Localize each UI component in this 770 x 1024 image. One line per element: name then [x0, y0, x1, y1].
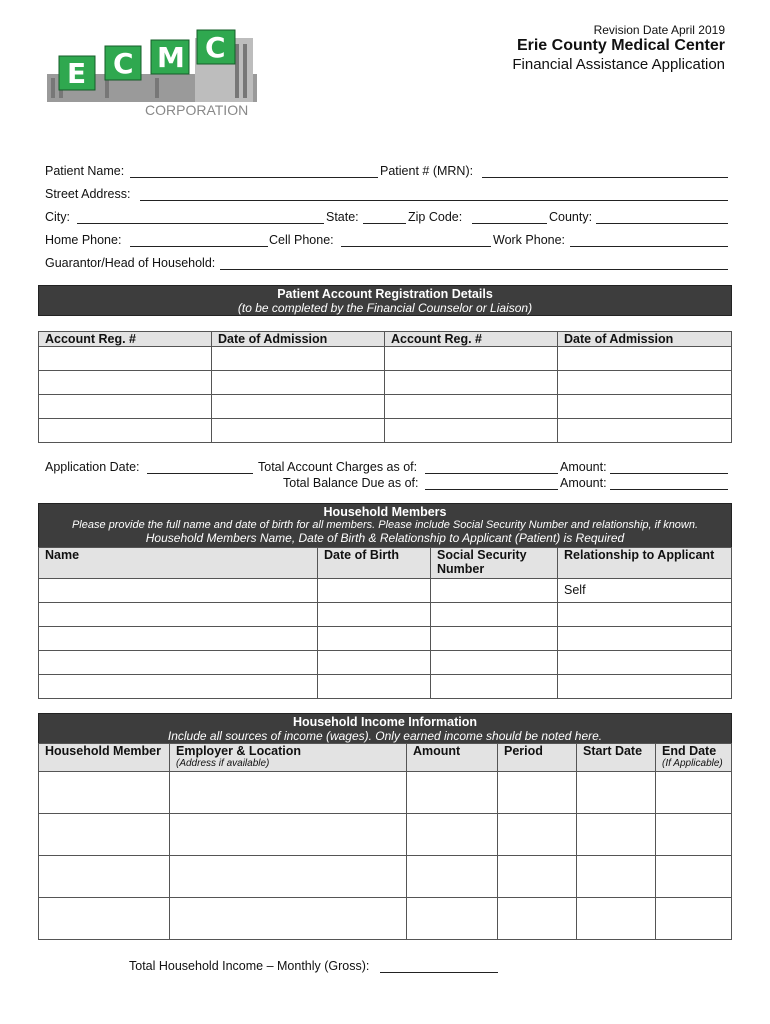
total-balance-label: Total Balance Due as of:	[283, 476, 419, 490]
end-date-subnote: (If Applicable)	[662, 758, 723, 769]
col-date-admission-1: Date of Admission	[212, 332, 385, 347]
city-field[interactable]	[77, 223, 324, 224]
relationship-self[interactable]: Self	[558, 579, 732, 603]
table-row	[39, 898, 732, 940]
household-table	[38, 547, 732, 699]
total-income-field[interactable]	[380, 972, 498, 973]
amount1-label: Amount:	[560, 460, 607, 474]
col-relationship: Relationship to Applicant	[558, 548, 732, 579]
logo-letter-c: C	[113, 47, 134, 80]
table-row	[39, 603, 732, 627]
mrn-label: Patient # (MRN):	[380, 164, 474, 178]
table-row	[39, 371, 732, 395]
registration-title: Patient Account Registration Details	[277, 287, 493, 301]
total-charges-label: Total Account Charges as of:	[258, 460, 418, 474]
cell-phone-field[interactable]	[341, 246, 491, 247]
work-phone-label: Work Phone:	[493, 233, 566, 247]
row-guarantor	[45, 254, 728, 272]
table-row	[39, 627, 732, 651]
state-field[interactable]	[363, 223, 406, 224]
table-row	[39, 814, 732, 856]
total-balance-field[interactable]	[425, 489, 558, 490]
col-date-admission-2: Date of Admission	[558, 332, 732, 347]
income-title: Household Income Information	[292, 715, 478, 729]
income-banner	[38, 713, 732, 744]
income-table	[38, 743, 732, 940]
application-date-label: Application Date:	[45, 460, 140, 474]
table-row	[39, 772, 732, 814]
zip-field[interactable]	[472, 223, 547, 224]
col-start-date: Start Date	[577, 744, 656, 772]
registration-table	[38, 331, 732, 443]
income-note: Include all sources of income (wages). Only earned income should be noted here.	[167, 729, 603, 743]
form-title: Financial Assistance Application	[512, 56, 725, 73]
mrn-field[interactable]	[482, 177, 728, 178]
row-balance	[45, 474, 728, 492]
col-end-date: End Date	[662, 744, 717, 758]
table-row	[39, 579, 732, 603]
logo-letter-c2: C	[205, 31, 226, 64]
ecmc-logo	[45, 26, 260, 122]
cell-phone-label: Cell Phone:	[269, 233, 334, 247]
col-account-reg-1: Account Reg. #	[39, 332, 212, 347]
col-amount: Amount	[407, 744, 498, 772]
city-label: City:	[45, 210, 70, 224]
col-employer: Employer & Location	[176, 744, 302, 758]
registration-banner	[38, 285, 732, 316]
organization-name: Erie County Medical Center	[516, 37, 725, 54]
table-row	[39, 651, 732, 675]
registration-subtitle: (to be completed by the Financial Counselor or Liaison)	[237, 301, 533, 315]
logo-corporation: CORPORATION	[145, 102, 249, 118]
guarantor-field[interactable]	[220, 269, 728, 270]
patient-name-label: Patient Name:	[45, 164, 125, 178]
zip-label: Zip Code:	[408, 210, 463, 224]
table-row	[39, 395, 732, 419]
col-household-member: Household Member	[39, 744, 170, 772]
revision-date: Revision Date April 2019	[593, 23, 725, 37]
total-income-label: Total Household Income – Monthly (Gross):	[129, 959, 370, 973]
col-account-reg-2: Account Reg. #	[385, 332, 558, 347]
logo-letter-e: E	[67, 57, 87, 90]
home-phone-field[interactable]	[130, 246, 268, 247]
table-row	[39, 347, 732, 371]
col-name: Name	[39, 548, 318, 579]
street-label: Street Address:	[45, 187, 131, 201]
street-field[interactable]	[140, 200, 728, 201]
guarantor-label: Guarantor/Head of Household:	[45, 256, 216, 270]
employer-subnote: (Address if available)	[176, 758, 270, 769]
row-phones	[45, 231, 728, 249]
county-label: County:	[549, 210, 593, 224]
table-row	[39, 675, 732, 699]
county-field[interactable]	[596, 223, 728, 224]
row-patient-name	[45, 162, 728, 180]
household-banner	[38, 503, 732, 548]
work-phone-field[interactable]	[570, 246, 728, 247]
row-city	[45, 208, 728, 226]
table-row	[39, 419, 732, 443]
amount2-field[interactable]	[610, 489, 728, 490]
state-label: State:	[326, 210, 359, 224]
logo-letter-m: M	[157, 41, 185, 74]
patient-name-field[interactable]	[130, 177, 378, 178]
home-phone-label: Home Phone:	[45, 233, 122, 247]
amount2-label: Amount:	[560, 476, 607, 490]
col-dob: Date of Birth	[318, 548, 431, 579]
household-note2: Household Members Name, Date of Birth & Relationship to Applicant (Patient) is Required	[145, 531, 625, 545]
household-title: Household Members	[323, 505, 447, 519]
household-note1: Please provide the full name and date of birth for all members. Please include Social Security Number and relationship, if known.	[71, 519, 699, 531]
col-period: Period	[498, 744, 577, 772]
col-ssn: Social Security Number	[431, 548, 558, 579]
table-row	[39, 856, 732, 898]
row-street	[45, 185, 728, 203]
row-total-income	[45, 957, 728, 975]
